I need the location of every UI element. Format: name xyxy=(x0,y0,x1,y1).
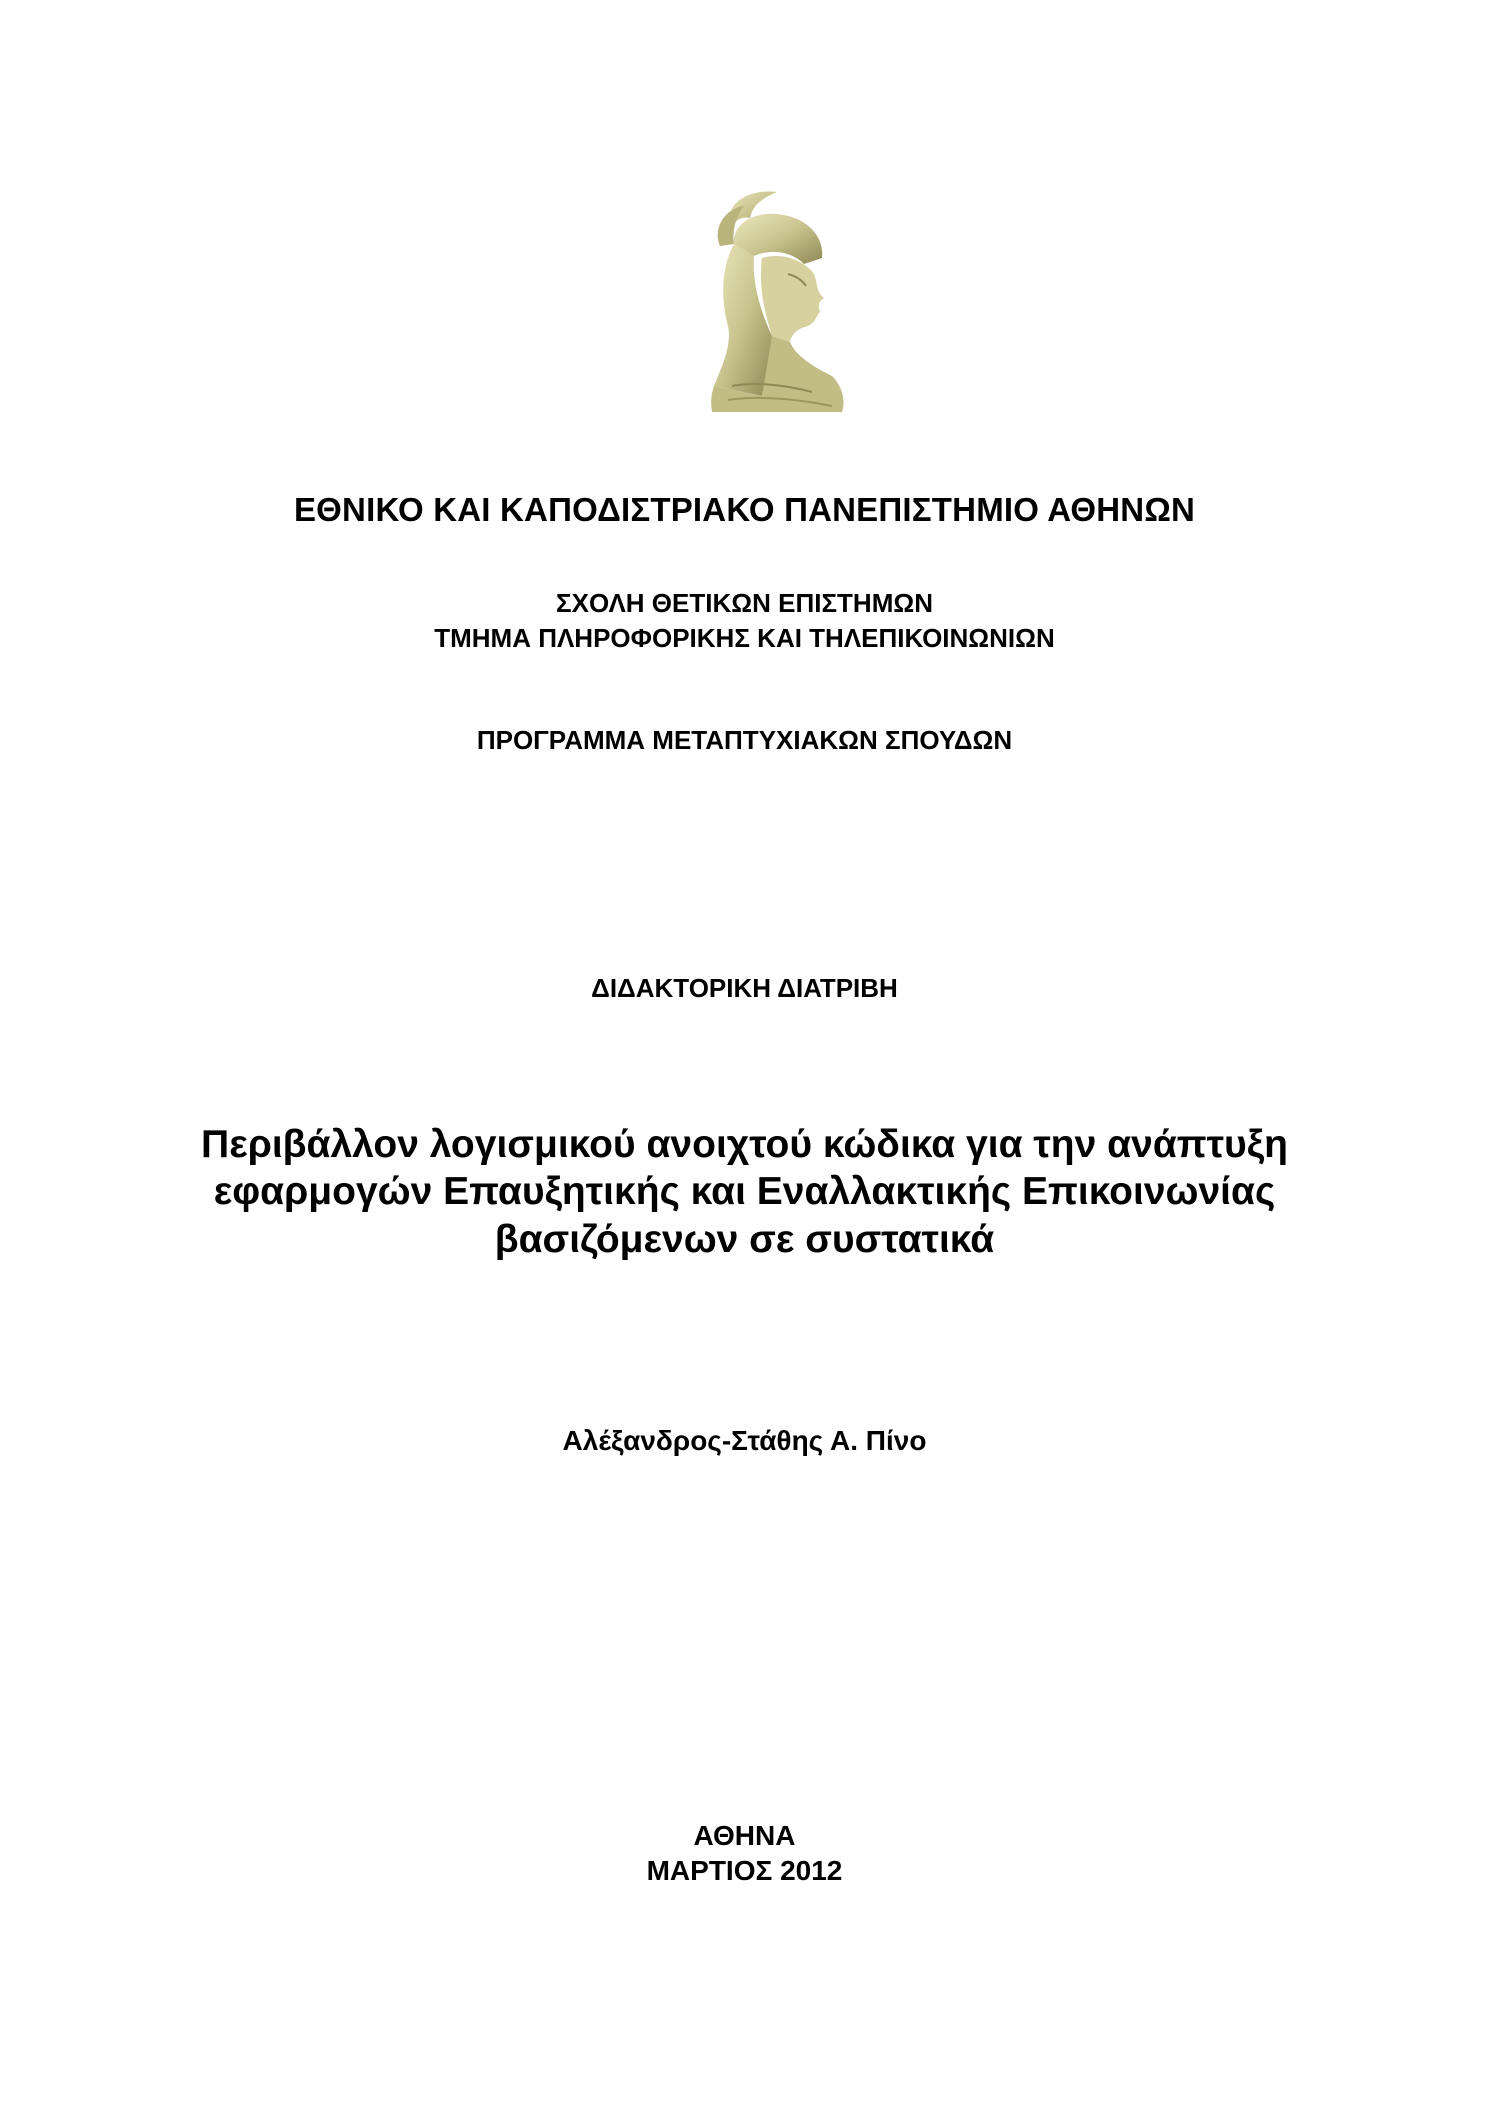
school-name: ΣΧΟΛΗ ΘΕΤΙΚΩΝ ΕΠΙΣΤΗΜΩΝ xyxy=(556,588,933,618)
department-name: ΤΜΗΜΑ ΠΛΗΡΟΦΟΡΙΚΗΣ ΚΑΙ ΤΗΛΕΠΙΚΟΙΝΩΝΙΩΝ xyxy=(434,623,1055,653)
program-name: ΠΡΟΓΡΑΜΜΑ ΜΕΤΑΠΤΥΧΙΑΚΩΝ ΣΠΟΥΔΩΝ xyxy=(476,725,1013,755)
thesis-type: ΔΙΔΑΚΤΟΡΙΚΗ ΔΙΑΤΡΙΒΗ xyxy=(591,973,898,1003)
thesis-title-line-1: Περιβάλλον λογισμικού ανοιχτού κώδικα για την ανάπτυξη xyxy=(201,1123,1288,1166)
university-name: ΕΘΝΙΚΟ ΚΑΙ ΚΑΠΟΔΙΣΤΡΙΑΚΟ ΠΑΝΕΠΙΣΤΗΜΙΟ ΑΘΗΝΩΝ xyxy=(293,491,1196,528)
author-name: Αλέξανδρος-Στάθης Α. Πίνο xyxy=(562,1425,927,1456)
date: ΜΑΡΤΙΟΣ 2012 xyxy=(646,1855,843,1886)
athena-head-icon xyxy=(692,186,862,416)
city: ΑΘΗΝΑ xyxy=(693,1820,796,1851)
thesis-title-line-3: βασιζόμενων σε συστατικά xyxy=(494,1218,995,1261)
thesis-title-line-2: εφαρμογών Επαυξητικής και Εναλλακτικής Επικοινωνίας xyxy=(213,1170,1276,1213)
